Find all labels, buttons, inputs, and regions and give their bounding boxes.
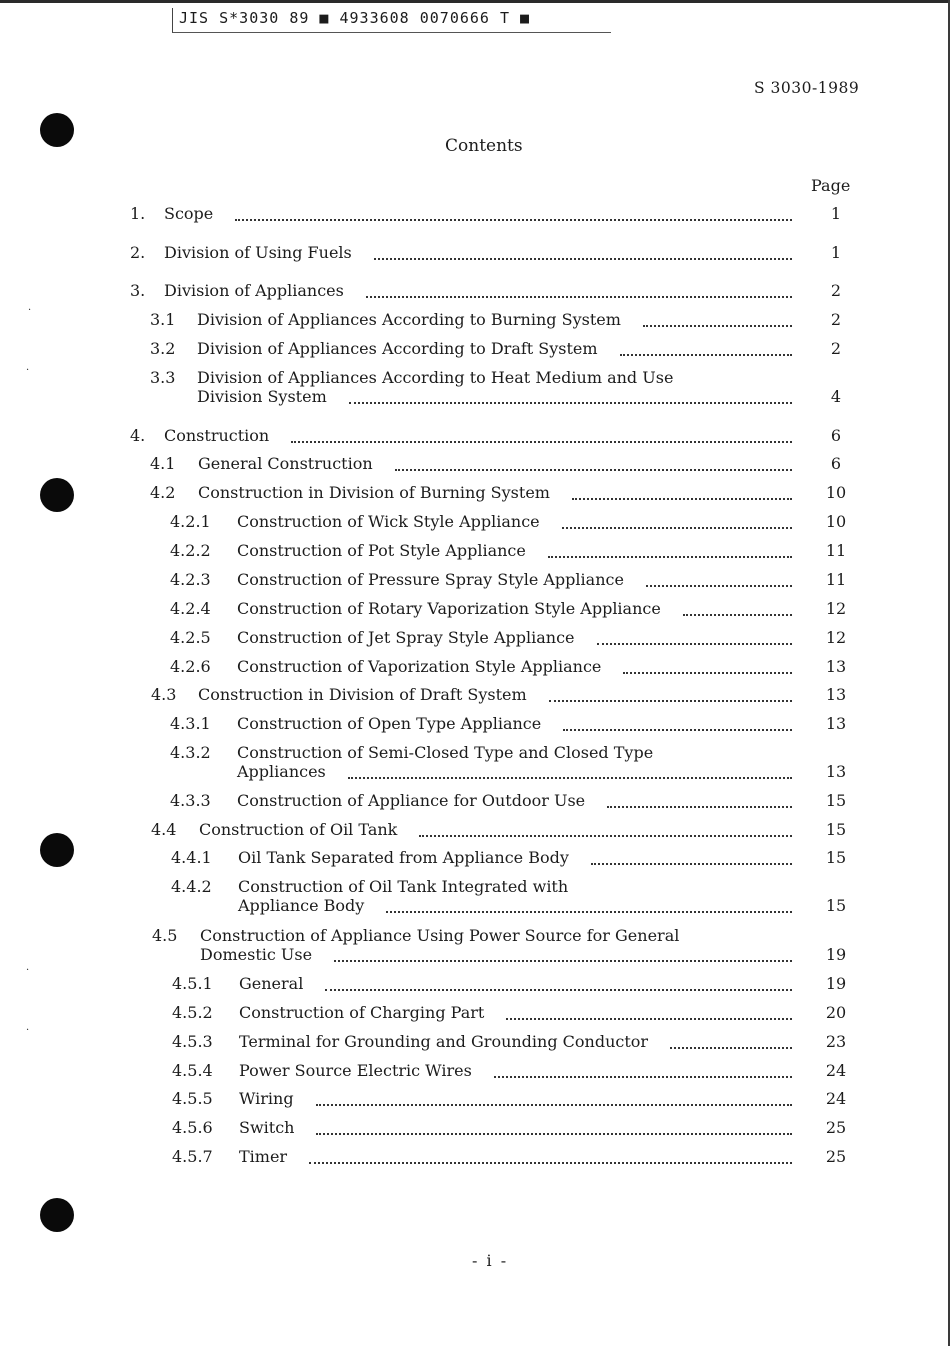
toc-page-number: 11	[825, 570, 847, 589]
toc-section-title: Terminal for Grounding and Grounding Conductor	[239, 1032, 649, 1051]
toc-leader-dots	[494, 1071, 792, 1078]
toc-section-number: 3.1	[150, 310, 176, 329]
toc-leader-dots	[395, 464, 792, 471]
toc-section-number: 4.3	[151, 685, 177, 704]
toc-leader-dots	[620, 349, 792, 356]
toc-section-title: Construction of Vaporization Style Appliance	[237, 657, 602, 676]
toc-section-title: Construction of Appliance Using Power Source for General	[200, 926, 680, 945]
toc-section-title: Division of Appliances According to Burning System	[197, 310, 621, 329]
toc-leader-dots	[309, 1157, 792, 1164]
toc-page-number: 19	[825, 974, 847, 993]
toc-section-title-continued: Domestic Use	[200, 945, 313, 964]
toc-page-number: 25	[825, 1147, 847, 1166]
toc-leader-dots	[548, 551, 792, 558]
toc-page-number: 13	[825, 762, 847, 781]
toc-page-number: 13	[825, 714, 847, 733]
toc-leader-dots	[563, 724, 792, 731]
toc-section-title: General	[239, 974, 304, 993]
toc-page-number: 20	[825, 1003, 847, 1022]
toc-page-number: 15	[825, 848, 847, 867]
toc-section-number: 4.2.1	[170, 512, 211, 531]
toc-leader-dots	[549, 695, 792, 702]
toc-section-title: Construction of Rotary Vaporization Style Appliance	[237, 599, 661, 618]
toc-page-number: 10	[825, 483, 847, 502]
toc-page-number: 11	[825, 541, 847, 560]
toc-page-number: 13	[825, 685, 847, 704]
toc-section-number: 4.2.2	[170, 541, 211, 560]
toc-section-title: Construction of Jet Spray Style Appliance	[237, 628, 575, 647]
toc-section-title: Construction in Division of Burning System	[198, 483, 550, 502]
toc-section-number: 4.5.7	[172, 1147, 213, 1166]
toc-leader-dots	[366, 291, 792, 298]
toc-page-number: 2	[830, 310, 842, 329]
punch-hole-icon	[40, 833, 74, 867]
page-column-label: Page	[811, 176, 851, 195]
toc-leader-dots	[386, 906, 792, 913]
toc-leader-dots	[325, 984, 792, 991]
scan-speck-icon: ·	[26, 365, 30, 376]
toc-page-number: 6	[830, 426, 842, 445]
toc-leader-dots	[349, 397, 792, 404]
toc-section-title: Construction of Open Type Appliance	[237, 714, 542, 733]
toc-section-title: Construction of Appliance for Outdoor Use	[237, 791, 586, 810]
toc-section-title: Division of Appliances According to Heat Medium and Use	[197, 368, 674, 387]
toc-section-number: 4.2.3	[170, 570, 211, 589]
toc-page-number: 13	[825, 657, 847, 676]
toc-section-number: 4.5.2	[172, 1003, 213, 1022]
toc-page-number: 10	[825, 512, 847, 531]
toc-section-number: 4.2	[150, 483, 176, 502]
toc-page-number: 15	[825, 820, 847, 839]
scan-speck-icon: ·	[26, 965, 30, 976]
toc-section-number: 4.3.2	[170, 743, 211, 762]
toc-section-title: Construction	[164, 426, 270, 445]
toc-page-number: 4	[830, 387, 842, 406]
toc-leader-dots	[683, 609, 792, 616]
scan-speck-icon: ·	[28, 305, 32, 316]
toc-page-number: 25	[825, 1118, 847, 1137]
toc-section-number: 4.4	[151, 820, 177, 839]
header-code-strip: JIS S*3030 89 ■ 4933608 0070666 T ■	[172, 8, 611, 33]
toc-section-number: 4.2.5	[170, 628, 211, 647]
toc-page-number: 2	[830, 281, 842, 300]
toc-leader-dots	[623, 667, 792, 674]
toc-section-number: 4.5.4	[172, 1061, 213, 1080]
toc-leader-dots	[334, 955, 792, 962]
toc-page-number: 15	[825, 791, 847, 810]
toc-leader-dots	[348, 772, 792, 779]
toc-section-title: Switch	[239, 1118, 295, 1137]
toc-section-title: Construction in Division of Draft System	[198, 685, 527, 704]
toc-section-number: 4.3.1	[170, 714, 211, 733]
toc-section-number: 4.4.1	[171, 848, 212, 867]
toc-section-title-continued: Division System	[197, 387, 327, 406]
toc-section-number: 4.5	[152, 926, 178, 945]
toc-page-number: 15	[825, 896, 847, 915]
toc-section-title-continued: Appliance Body	[238, 896, 365, 915]
page-title: Contents	[445, 136, 523, 156]
toc-leader-dots	[235, 214, 792, 221]
toc-section-number: 1.	[130, 204, 146, 223]
toc-section-title: General Construction	[198, 454, 373, 473]
toc-leader-dots	[316, 1128, 792, 1135]
toc-page-number: 1	[830, 243, 842, 262]
toc-section-number: 4.5.1	[172, 974, 213, 993]
toc-page-number: 19	[825, 945, 847, 964]
toc-section-title: Construction of Pot Style Appliance	[237, 541, 526, 560]
punch-hole-icon	[40, 478, 74, 512]
toc-leader-dots	[670, 1042, 792, 1049]
toc-leader-dots	[607, 801, 792, 808]
toc-page-number: 24	[825, 1061, 847, 1080]
toc-section-number: 4.2.4	[170, 599, 211, 618]
toc-section-number: 4.5.3	[172, 1032, 213, 1051]
toc-page-number: 1	[830, 204, 842, 223]
toc-page-number: 6	[830, 454, 842, 473]
toc-leader-dots	[419, 830, 792, 837]
toc-section-number: 4.5.6	[172, 1118, 213, 1137]
toc-page-number: 12	[825, 628, 847, 647]
toc-leader-dots	[506, 1013, 792, 1020]
toc-section-title-continued: Appliances	[237, 762, 326, 781]
toc-section-title: Construction of Oil Tank	[199, 820, 398, 839]
toc-section-title: Power Source Electric Wires	[239, 1061, 472, 1080]
toc-section-number: 3.	[130, 281, 146, 300]
footer-page-number: - i -	[472, 1251, 509, 1270]
punch-hole-icon	[40, 1198, 74, 1232]
toc-section-title: Oil Tank Separated from Appliance Body	[238, 848, 569, 867]
toc-section-title: Timer	[239, 1147, 288, 1166]
toc-leader-dots	[591, 858, 792, 865]
document-number: S 3030-1989	[754, 79, 860, 97]
toc-section-title: Construction of Charging Part	[239, 1003, 485, 1022]
toc-leader-dots	[646, 580, 792, 587]
toc-leader-dots	[562, 522, 792, 529]
toc-section-number: 2.	[130, 243, 146, 262]
toc-leader-dots	[643, 320, 792, 327]
toc-page-number: 12	[825, 599, 847, 618]
toc-leader-dots	[374, 253, 792, 260]
toc-section-number: 4.5.5	[172, 1089, 213, 1108]
toc-page-number: 23	[825, 1032, 847, 1051]
toc-section-title: Division of Using Fuels	[164, 243, 352, 262]
toc-section-number: 4.	[130, 426, 146, 445]
toc-section-title: Division of Appliances According to Draft System	[197, 339, 598, 358]
toc-section-title: Construction of Wick Style Appliance	[237, 512, 540, 531]
toc-section-number: 3.2	[150, 339, 176, 358]
punch-hole-icon	[40, 113, 74, 147]
toc-leader-dots	[291, 436, 792, 443]
toc-section-number: 4.4.2	[171, 877, 212, 896]
toc-section-title: Scope	[164, 204, 214, 223]
toc-page-number: 2	[830, 339, 842, 358]
toc-section-number: 4.2.6	[170, 657, 211, 676]
toc-section-number: 4.3.3	[170, 791, 211, 810]
toc-page-number: 24	[825, 1089, 847, 1108]
toc-section-title: Wiring	[239, 1089, 294, 1108]
toc-leader-dots	[316, 1099, 792, 1106]
scan-speck-icon: ·	[26, 1025, 30, 1036]
toc-leader-dots	[572, 493, 792, 500]
toc-section-title: Division of Appliances	[164, 281, 344, 300]
toc-section-number: 3.3	[150, 368, 176, 387]
toc-leader-dots	[597, 638, 792, 645]
toc-section-number: 4.1	[150, 454, 176, 473]
scan-top-edge	[0, 0, 950, 3]
toc-section-title: Construction of Oil Tank Integrated with	[238, 877, 569, 896]
toc-section-title: Construction of Semi-Closed Type and Closed Type	[237, 743, 654, 762]
toc-section-title: Construction of Pressure Spray Style Appliance	[237, 570, 624, 589]
